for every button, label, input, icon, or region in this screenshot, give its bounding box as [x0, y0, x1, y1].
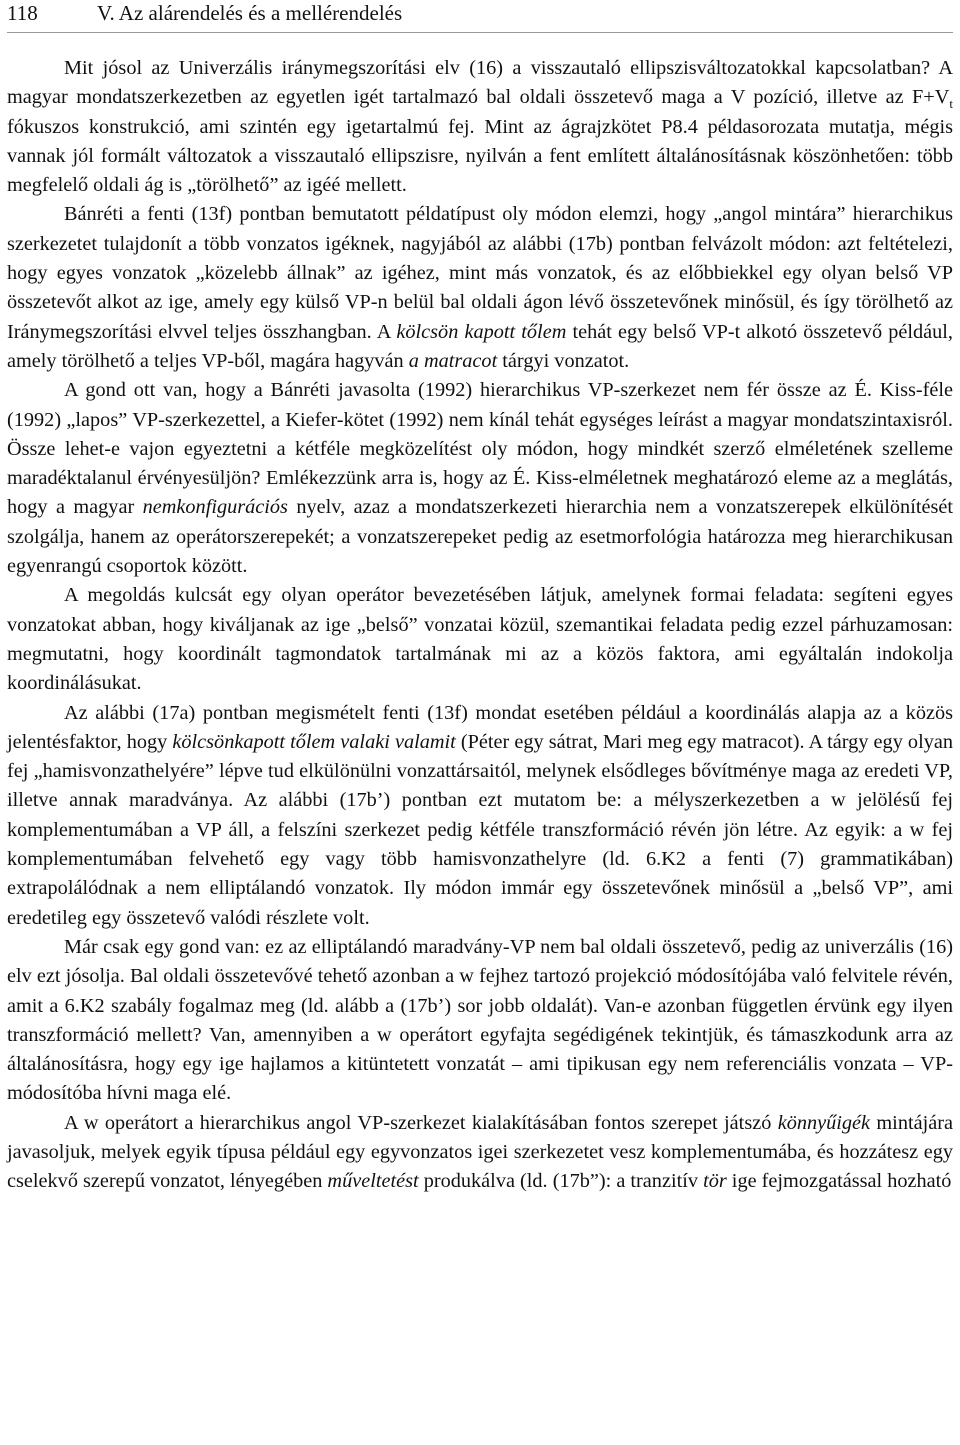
paragraph-3-italic-1: nemkonfigurációs: [142, 496, 288, 519]
paragraph-7-text-d: ige fejmozgatással hozható: [726, 1170, 952, 1193]
paragraph-7-text-a: A w operátort a hierarchikus angol VP-szerkezet kialakításában fontos szerepet játszó: [64, 1111, 778, 1134]
page-header: [7, 0, 953, 30]
paragraph-7-text-c: produkálva (ld. (17b”): a tranzitív: [418, 1170, 704, 1193]
paragraph-2-text-c: tárgyi vonzatot.: [497, 349, 630, 372]
paragraph-7-text-b: mintájára javasoljuk, melyek egyik típusa például egy egyvonzatos igei szerkezetet vesz komplementumába, és hozzátesz egy cselekvő szerepű vonzatot, lényegében: [7, 1111, 953, 1193]
paragraph-3: [7, 376, 953, 581]
paragraph-4: [7, 581, 953, 698]
paragraph-2: [7, 200, 953, 376]
paragraph-7-italic-2: műveltetést: [327, 1170, 419, 1193]
paragraph-6-text-a: Már csak egy gond van: ez az elliptálandó maradvány-VP nem bal oldali összetevő, pedig az univerzális (16) elv ezt jósolja. Bal oldali összetevővé tehető azonban a w fejhez tartozó projekció módosítójába való felvitele révén, amit a 6.K2 szabály fogalmaz meg (ld. alább a (17b’) sor jobb oldalát). Van-e azonban független érvünk egy ilyen transzformáció mellett? Van, amennyiben a w operátort egyfajta segédigének tekintjük, és támaszkodunk arra az általánosításra, hogy egy ige hajlamos a kitüntetett vonzatát – ami tipikusan egy nem referenciális vonzata – VP-módosítóba hívni maga elé.: [7, 935, 953, 1105]
paragraph-2-text-a: Bánréti a fenti (13f) pontban bemutatott példatípust oly módon elemzi, hogy „angol mintára” hierarchikus szerkezetet tulajdonít a több vonzatos igéknek, nagyjából az alábbi (17b) pontban felvázolt módon: azt feltételezi, hogy egyes vonzatok „közelebb állnak” az igéhez, mint más vonzatok, és az előbbiekkel egy olyan belső VP összetevőt alkot az ige, amely egy külső VP-n belül bal oldali ágon lévő összetevőnek minősül, és így törölhető az Iránymegszorítási elvvel teljes összhangban. A: [7, 203, 953, 343]
paragraph-5-text-b: (Péter egy sátrat, Mari meg egy matracot). A tárgy egy olyan fej „hamisvonzathelyére” lépve tud elkülönülni vonzattársaitól, melynek elsődleges bővítménye maga az eredeti VP, illetve annak maradványa. Az alábbi (17b’) pontban ezt mutatom be: a mélyszerkezetben a w jelölésű fej komplementumában a VP áll, a felszíni szerkezet pedig kétféle transzformáció révén jön létre. Az egyik: a w fej komplementumában felvehető egy vagy több hamisvonzathelyre (ld. 6.K2 a fenti (7) grammatikában) extrapolálódnak a nem elliptálandó vonzatok. Ily módon immár egy összetevőnek minősül a „belső VP”, ami eredetileg egy összetevő valódi részlete volt.: [7, 730, 953, 929]
paragraph-5-text-a: Az alábbi (17a) pontban megismételt fenti (13f) mondat esetében például a koordinálás alapja az a közös jelentésfaktor, hogy: [7, 701, 953, 753]
paragraph-7-italic-3: tör: [703, 1170, 727, 1193]
paragraph-2-italic-2: a matracot: [408, 349, 498, 372]
chapter-title: V. Az alárendelés és a mellérendelés: [97, 1, 403, 25]
paragraph-2-text-b: tehát egy belső VP-t alkotó összetevő például, amely törölhető a teljes VP-ből, magára hagyván: [7, 320, 953, 372]
paragraph-6: [7, 933, 953, 1109]
paragraph-7-italic-1: könnyűigék: [777, 1111, 871, 1134]
paragraph-2-italic-1: kölcsön kapott tőlem: [396, 320, 567, 343]
paragraph-5-italic-1: kölcsönkapott tőlem valaki valamit: [172, 730, 456, 753]
paragraph-1: [7, 54, 953, 200]
page-number: 118: [7, 1, 38, 25]
paragraph-1-text-b: fókuszos konstrukció, ami szintén egy igetartalmú fej. Mint az ágrajzkötet P8.4 példasorozata mutatja, mégis vannak jól formált változatok a visszautaló ellipszisre, nyilván a fent említett általánosításnak köszönhetően: több megfelelő oldali ág is „törölhető” az igéé mellett.: [7, 115, 953, 197]
paragraph-4-text-a: A megoldás kulcsát egy olyan operátor bevezetésében látjuk, amelynek formai feladata: segíteni egyes vonzatokat abban, hogy kiváljanak az ige „belső” vonzatai közül, szemantikai feladata pedig ezzel párhuzamosan: megmutatni, hogy koordinált tagmondatok tartalmának mi az a közös faktora, ami egyáltalán indokolja koordinálásukat.: [7, 584, 953, 695]
paragraph-1-text-a: Mit jósol az Univerzális iránymegszorítási elv (16) a visszautaló ellipszisváltozatokkal kapcsolatban? A magyar mondatszerkezetben az egyetlen igét tartalmazó bal oldali összetevő maga a V pozíció, illetve az F+V: [7, 57, 953, 109]
header-rule: [7, 32, 953, 33]
paragraph-3-text-a: A gond ott van, hogy a Bánréti javasolta (1992) hierarchikus VP-szerkezet nem fér össze az É. Kiss-féle (1992) „lapos” VP-szerkezettel, a Kiefer-kötet (1992) nem kínál tehát egységes leírást a magyar mondatszintaxisról. Össze lehet-e vajon egyeztetni a kétféle megközelítést oly módon, hogy mindkét szerző elméletének szelleme maradéktalanul érvényesüljön? Emlékezzünk arra is, hogy az É. Kiss-elméletnek meghatározó eleme az a meglátás, hogy a magyar: [7, 379, 953, 519]
subscript-t: t: [949, 96, 953, 112]
paragraph-7: [7, 1109, 953, 1197]
paragraph-5: [7, 699, 953, 933]
paragraph-3-text-b: nyelv, azaz a mondatszerkezeti hierarchia nem a vonzatszerepek elkülönítését szolgálja, hanem az operátorszerepekét; a vonzatszerepeket pedig az esetmorfológia határozza meg hierarchikusan egyenrangú csoportok között.: [7, 496, 954, 578]
body-text: [7, 54, 953, 1197]
